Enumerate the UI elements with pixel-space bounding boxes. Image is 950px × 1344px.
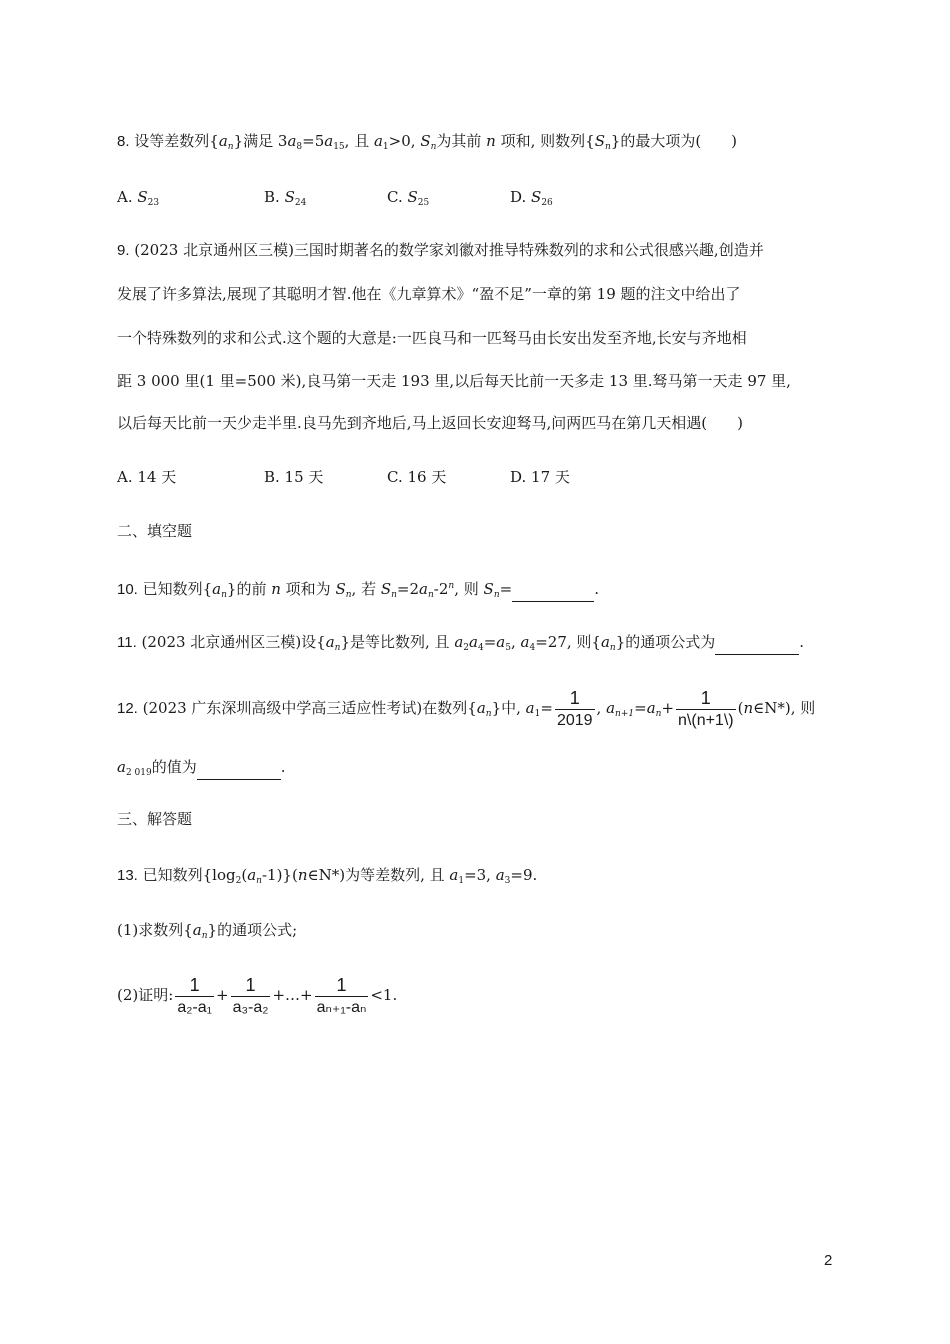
question-8: 8. 设等差数列$\{a_n\}$满足 $3a_8=5a_{15}$, 且 $a_1>0$, $S_n$为其前 n 项和, 则数列$\{S_n\}$的最大项为( ) xyxy=(117,132,738,152)
question-9-line-3: 一个特殊数列的求和公式.这个题的大意是:一匹良马和一匹驽马由长安出发至齐地,长安与齐地相 xyxy=(117,329,747,347)
question-number: 12. xyxy=(117,700,138,717)
fraction-term-1: $\frac{1}{\text{a₂-a₁}}$ xyxy=(175,974,214,1019)
question-11: 11. (2023 北京通州区三模)设$\{a_n\}$是等比数列, 且 $a_2a_4=a_5$, $a_4=27$, 则$\{a_n\}$的通项公式为 . xyxy=(117,633,805,653)
question-13-part-2: (2)证明: $\frac{1}{\text{a₂-a₁}}$ + $\frac{1}{\text{a₃-a₂}}$ +…+ $\frac{1}{\text{aₙ₊₁-aₙ}}$ <1. xyxy=(117,969,397,1021)
question-13-part-1: (1)求数列$\{a_n\}$的通项公式; xyxy=(117,921,298,941)
fraction-1-over-2019: $\frac{1}{2019}$ xyxy=(555,687,595,732)
q8-option-d: D. $S_{26}$ xyxy=(510,188,553,208)
question-9-line-4: 距 3 000 里(1 里=500 米),良马第一天走 193 里,以后每天比前一天多走 13 里.驽马第一天走 97 里, xyxy=(117,372,791,390)
q8-option-c: C. $S_{25}$ xyxy=(387,188,430,208)
answer-blank[interactable] xyxy=(197,759,281,780)
fraction-term-2: $\frac{1}{\text{a₃-a₂}}$ xyxy=(231,974,271,1019)
answer-blank[interactable] xyxy=(512,581,594,602)
section-heading-fill-in: 二、填空题 xyxy=(117,522,193,540)
fraction-term-n: $\frac{1}{\text{aₙ₊₁-aₙ}}$ xyxy=(315,974,369,1019)
question-number: 9. xyxy=(117,242,130,259)
page-number: 2 xyxy=(824,1252,833,1269)
question-number: 11. xyxy=(117,634,137,651)
question-number: 10. xyxy=(117,581,138,598)
question-9-line-5: 以后每天比前一天少走半里.良马先到齐地后,马上返回长安迎驽马,问两匹马在第几天相遇( ) xyxy=(117,414,744,432)
question-9-line-1: 9. (2023 北京通州区三模)三国时期著名的数学家刘徽对推导特殊数列的求和公式很感兴趣,创造并 xyxy=(117,241,764,259)
question-number: 13. xyxy=(117,867,138,884)
question-10: 10. 已知数列$\{a_n\}$的前 n 项和为 $S_n$, 若 $S_n=2a_n-2^n$, 则 $S_n=$ . xyxy=(117,580,599,600)
q8-option-a: A. $S_{23}$ xyxy=(117,188,160,208)
q9-option-b: B. 15 天 xyxy=(264,468,324,486)
q8-option-b: B. $S_{24}$ xyxy=(264,188,307,208)
q9-option-a: A. 14 天 xyxy=(117,468,177,486)
question-13: 13. 已知数列$\{\log_2(a_n-1)\}(n\in N*)$为等差数列, 且 $a_1=3$, $a_3=9$. xyxy=(117,866,538,886)
question-12-line-2: $a_{2 019}$的值为 . xyxy=(117,758,286,778)
section-heading-solve: 三、解答题 xyxy=(117,810,193,828)
q9-option-c: C. 16 天 xyxy=(387,468,447,486)
q9-option-d: D. 17 天 xyxy=(510,468,570,486)
question-12: 12. (2023 广东深圳高级中学高三适应性考试)在数列$\{a_n\}$中, $a_1=$ $\frac{1}{2019}$ , $a_{n+1}=a_n+$ $\frac{1}{n\backslash(n+1\backslash)}$ (n∈N*), 则 xyxy=(117,682,815,740)
question-number: 8. xyxy=(117,133,130,150)
question-9-line-2: 发展了许多算法,展现了其聪明才智.他在《九章算术》“盈不足”一章的第 19 题的注文中给出了 xyxy=(117,285,741,303)
fraction-1-over-n-n-plus-1: $\frac{1}{n\backslash(n+1\backslash)}$ xyxy=(676,687,736,732)
answer-blank[interactable] xyxy=(715,634,799,655)
